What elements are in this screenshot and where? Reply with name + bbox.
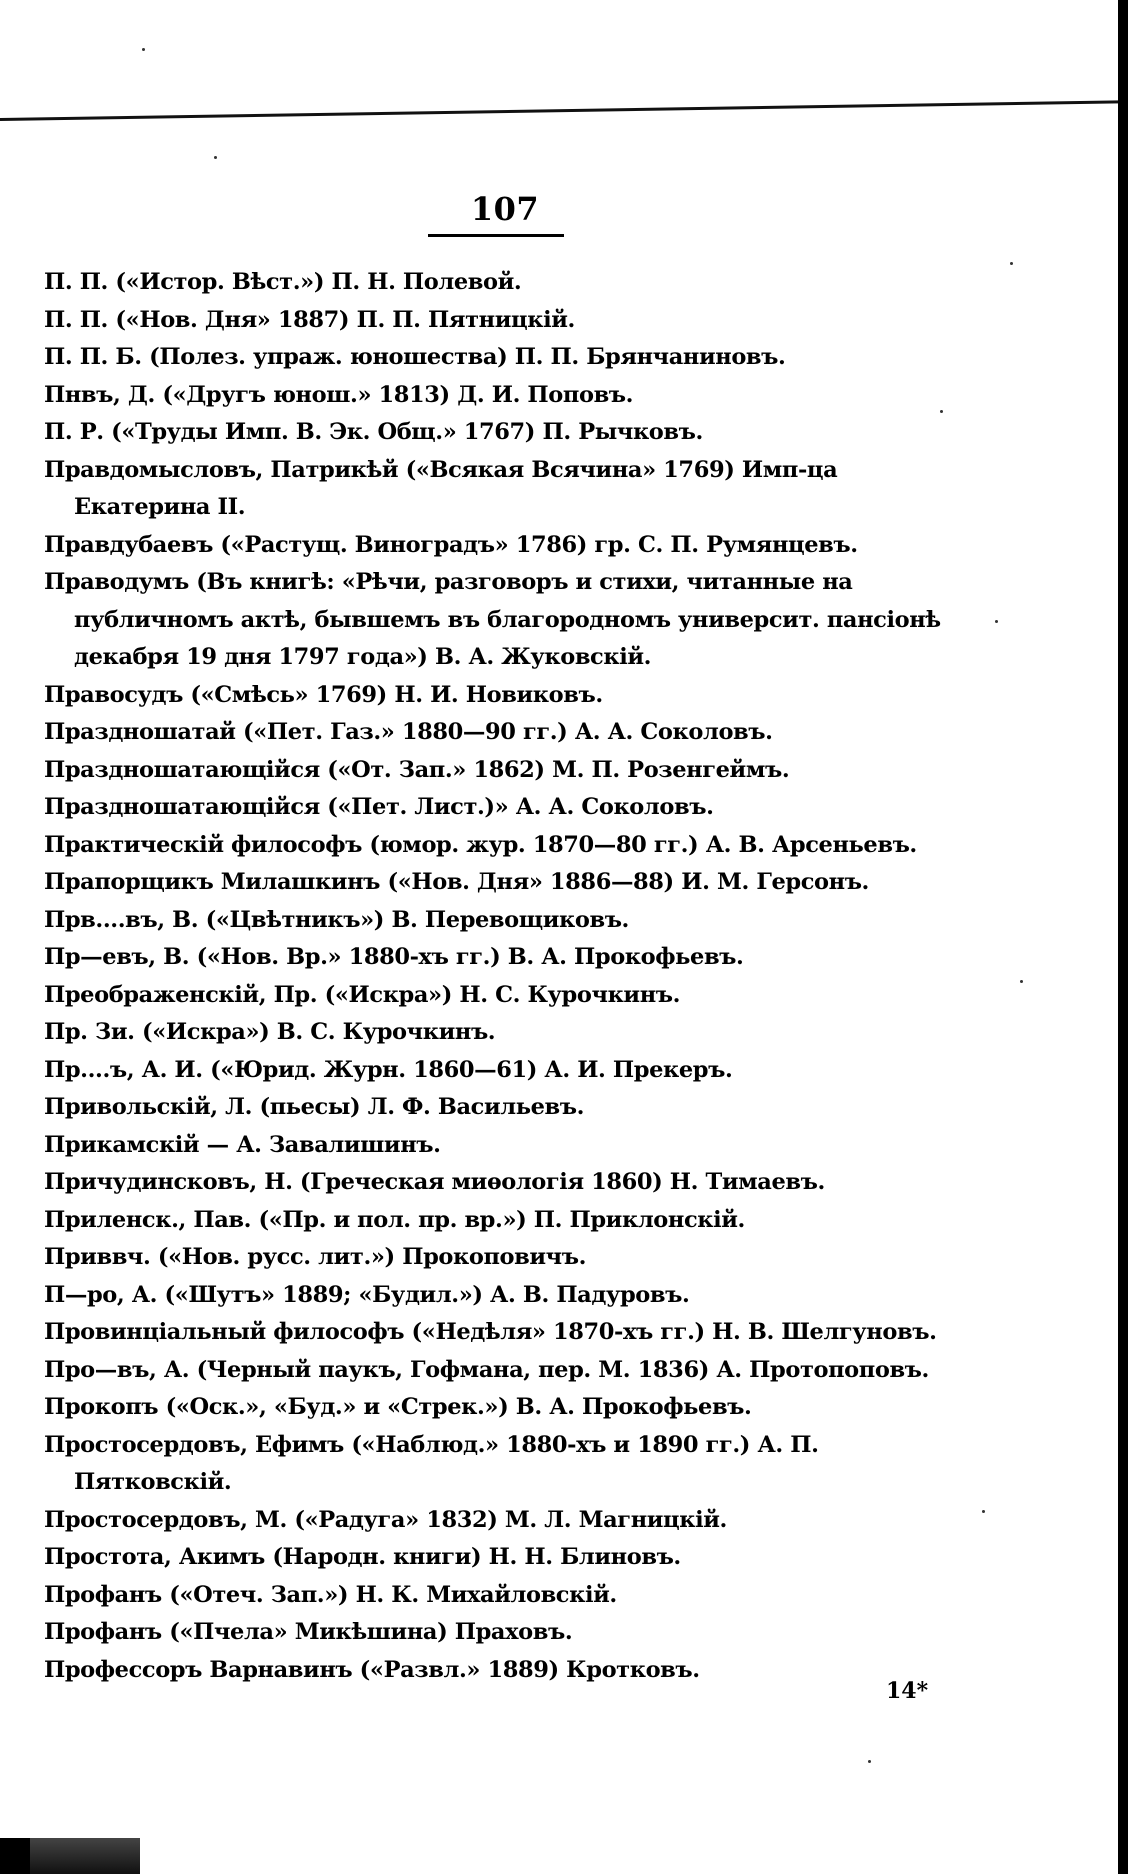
- entry: Праздношатающійся («От. Зап.» 1862) М. П. Розенгеймъ.: [44, 756, 790, 783]
- entry: П—ро, А. («Шутъ» 1889; «Будил.») А. В. Падуровъ.: [44, 1281, 690, 1308]
- entry: Про—въ, А. (Черный паукъ, Гофмана, пер. М. 1836) А. Протопоповъ.: [44, 1356, 929, 1383]
- page-number-underline: [428, 234, 564, 237]
- scan-speck: [214, 156, 217, 159]
- entry: Простота, Акимъ (Народн. книги) Н. Н. Блиновъ.: [44, 1544, 681, 1570]
- entry: Привольскій, Л. (пьесы) Л. Ф. Васильевъ.: [44, 1094, 585, 1120]
- scan-speck: [868, 1760, 871, 1763]
- entry: П. П. Б. (Полез. упраж. юношества) П. П. Брянчаниновъ.: [44, 344, 786, 370]
- entry: Праводумъ (Въ книгѣ: «Рѣчи, разговоръ и стихи, читанные на публичномъ актѣ, бывшемъ въ благородномъ университ. пансіонѣ декабря 19 дня 1797 года») В. А. Жуковскій.: [44, 569, 941, 670]
- entry: Пр. Зи. («Искра») В. С. Курочкинъ.: [44, 1019, 496, 1045]
- entry: Прв....въ, В. («Цвѣтникъ») В. Перевощиковъ.: [44, 906, 629, 933]
- entry: П. П. («Нов. Дня» 1887) П. П. Пятницкій.: [44, 306, 575, 333]
- scan-speck: [142, 48, 145, 51]
- entry: Пнвъ, Д. («Другъ юнош.» 1813) Д. И. Поповъ.: [44, 381, 634, 408]
- entry: Правдубаевъ («Растущ. Виноградъ» 1786) гр. С. П. Румянцевъ.: [44, 531, 858, 558]
- entry: Профанъ («Пчела» Микѣшина) Праховъ.: [44, 1619, 573, 1645]
- scan-speck: [995, 620, 998, 623]
- entry: Преображенскій, Пр. («Искра») Н. С. Курочкинъ.: [44, 981, 681, 1008]
- top-edge-rule: [0, 100, 1120, 121]
- entry: Праздношатающійся («Пет. Лист.)» А. А. Соколовъ.: [44, 794, 714, 820]
- entry: Приввч. («Нов. русс. лит.») Прокоповичъ.: [44, 1244, 587, 1270]
- entry: Причудинсковъ, Н. (Греческая миѳологія 1860) Н. Тимаевъ.: [44, 1169, 825, 1195]
- entry: Пр....ъ, А. И. («Юрид. Журн. 1860—61) А. И. Прекеръ.: [44, 1056, 733, 1083]
- bottom-left-edge-shadow: [0, 1838, 140, 1874]
- signature-mark: 14*: [886, 1678, 929, 1704]
- scan-speck: [1020, 980, 1023, 983]
- entry: Простосердовъ, М. («Радуга» 1832) М. Л. Магницкій.: [44, 1506, 727, 1533]
- entry: Пр—евъ, В. («Нов. Вр.» 1880-хъ гг.) В. А. Прокофьевъ.: [44, 944, 744, 970]
- entry: Праздношатай («Пет. Газ.» 1880—90 гг.) А. А. Соколовъ.: [44, 719, 773, 745]
- right-edge-border: [1118, 0, 1128, 1874]
- entry: П. Р. («Труды Имп. В. Эк. Общ.» 1767) П. Рычковъ.: [44, 419, 703, 445]
- scan-speck: [1010, 262, 1013, 265]
- entry: Провинціальный философъ («Недѣля» 1870-хъ гг.) Н. В. Шелгуновъ.: [44, 1319, 937, 1345]
- scan-speck: [982, 1510, 985, 1513]
- entry: Профанъ («Отеч. Зап.») Н. К. Михайловскій.: [44, 1581, 617, 1608]
- entry: Правосудъ («Смѣсь» 1769) Н. И. Новиковъ.: [44, 681, 603, 708]
- entry: Прокопъ («Оск.», «Буд.» и «Стрек.») В. А. Прокофьевъ.: [44, 1394, 752, 1420]
- pseudonym-entries: [44, 264, 964, 1689]
- entry: Простосердовъ, Ефимъ («Наблюд.» 1880-хъ и 1890 гг.) А. П. Пятковскій.: [44, 1431, 819, 1495]
- entry: Приленск., Пав. («Пр. и пол. пр. вр.») П. Приклонскій.: [44, 1206, 745, 1233]
- entry: П. П. («Истор. Вѣст.») П. Н. Полевой.: [44, 269, 522, 295]
- entry: Прапорщикъ Милашкинъ («Нов. Дня» 1886—88) И. М. Герсонъ.: [44, 869, 869, 895]
- page-number: 107: [470, 190, 540, 228]
- entry: Практическій философъ (юмор. жур. 1870—80 гг.) А. В. Арсеньевъ.: [44, 831, 917, 858]
- entry: Профессоръ Варнавинъ («Развл.» 1889) Кротковъ.: [44, 1656, 700, 1683]
- entry: Прикамскій — А. Завалишинъ.: [44, 1131, 441, 1158]
- entry: Правдомысловъ, Патрикѣй («Всякая Всячина» 1769) Имп-ца Екатерина II.: [44, 456, 838, 520]
